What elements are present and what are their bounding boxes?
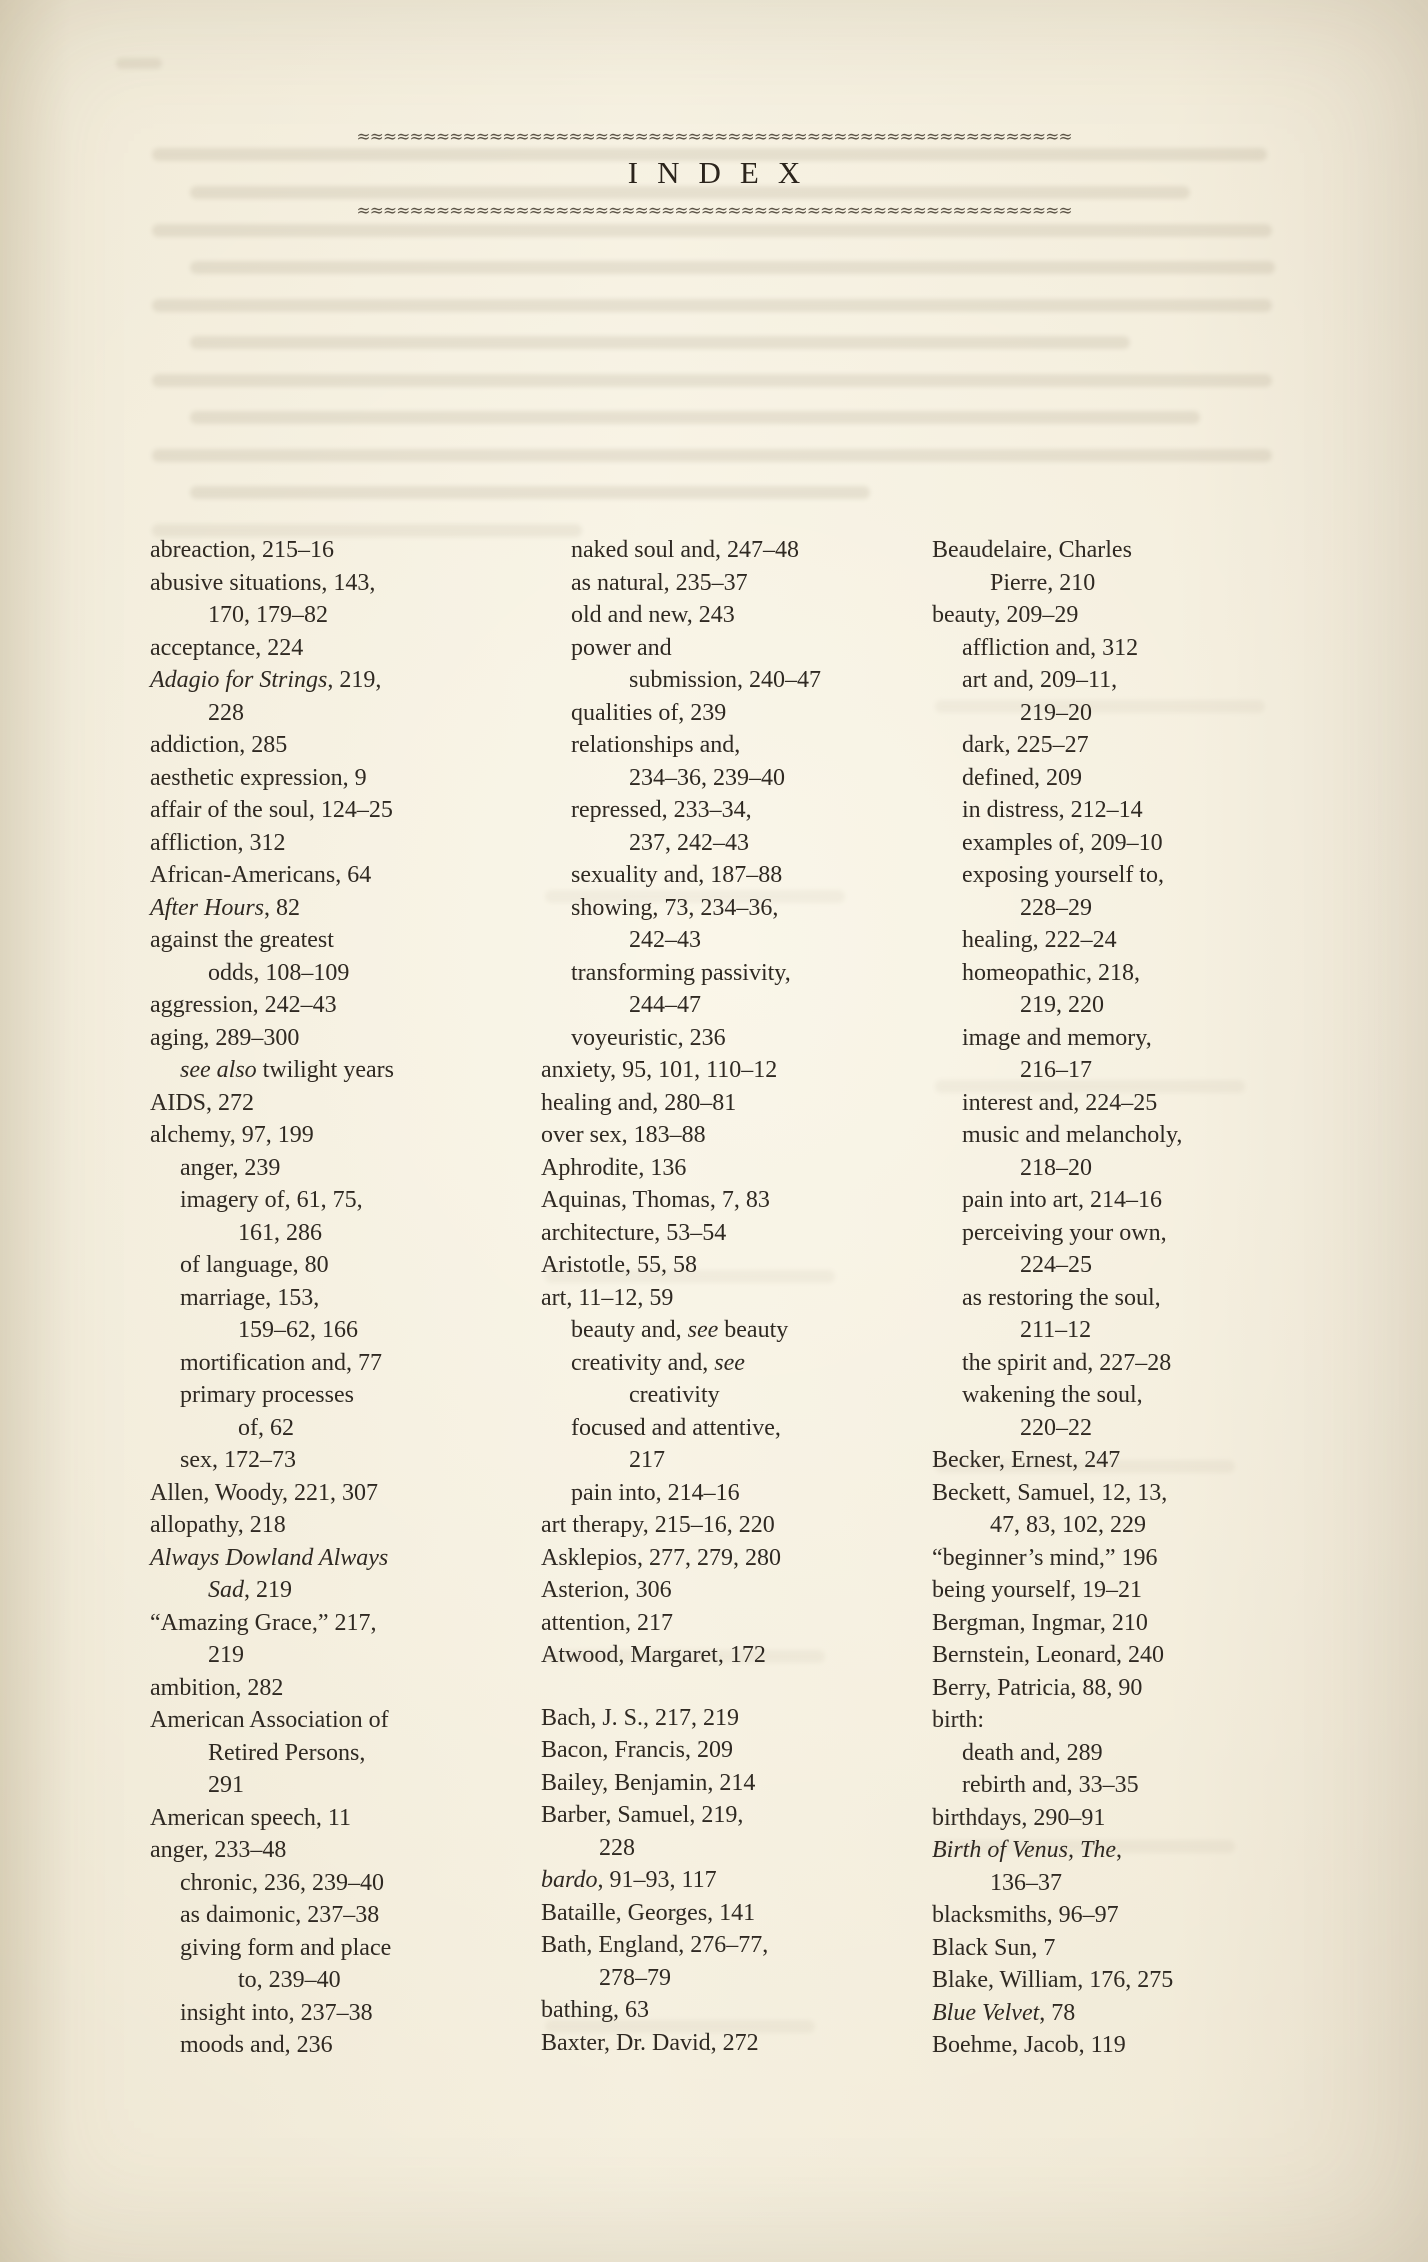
index-entry: [150, 1607, 515, 1672]
bleedthrough-line: [190, 336, 1130, 349]
index-entry: [180, 1867, 515, 1900]
index-entry: [962, 664, 1297, 729]
index-entry: [932, 1834, 1297, 1899]
index-entry-text: anxiety, 95, 101, 110–12: [541, 1057, 778, 1083]
index-entry-text: voyeuristic, 236: [571, 1024, 726, 1051]
index-entry: [962, 1282, 1297, 1347]
index-entry: [541, 1054, 906, 1087]
index-entry: [571, 534, 906, 567]
bleedthrough-line: [190, 261, 1275, 274]
index-entry-text: abreaction, 215–16: [150, 537, 334, 563]
index-entry: [541, 1994, 906, 2027]
index-entry-text: Bernstein, Leonard, 240: [932, 1642, 1164, 1668]
index-entry: [541, 1897, 906, 1930]
index-entry: [571, 957, 906, 1022]
index-entry: [932, 1899, 1297, 1932]
index-entry-text: beauty: [718, 1317, 789, 1343]
index-entry: [180, 1444, 515, 1477]
index-entry-text: Bath, England, 276–77,: [541, 1932, 769, 1958]
index-entry-text: exposing yourself to,: [962, 862, 1164, 888]
index-entry-text: Asklepios, 277, 279, 280: [541, 1544, 781, 1571]
bleedthrough-line: [152, 299, 1272, 312]
index-entry-text: as daimonic, 237–38: [180, 1902, 380, 1928]
index-entry-text: , 91–93, 117: [597, 1867, 717, 1893]
index-entry: [932, 1964, 1297, 1997]
bleedthrough-line: [152, 224, 1272, 237]
index-entry: [541, 1799, 906, 1864]
index-entry-text: Asterion, 306: [541, 1577, 672, 1603]
index-entry-text: music and melancholy,: [962, 1122, 1183, 1148]
index-entry-text: affliction and, 312: [962, 634, 1139, 661]
index-entry-text: wakening the soul,: [962, 1382, 1143, 1408]
index-entry: [541, 1249, 906, 1282]
index-entry: [180, 1347, 515, 1380]
index-entry: [150, 1477, 515, 1510]
index-entry: [962, 1769, 1297, 1802]
index-entry: [180, 1997, 515, 2030]
index-entry-text: Retired Persons,: [208, 1739, 366, 1766]
index-entry-text: 234–36, 239–40: [629, 764, 785, 791]
index-entry-text-italic: see: [714, 1349, 745, 1376]
index-entry-text: , 219,: [327, 667, 382, 693]
index-entry-text: Pierre, 210: [990, 569, 1096, 596]
index-entry-text: Beaudelaire, Charles: [932, 537, 1132, 563]
index-entry-text: addiction, 285: [150, 732, 288, 758]
index-entry: [150, 1022, 515, 1055]
index-entry-text: alchemy, 97, 199: [150, 1122, 314, 1148]
index-entry-text: of, 62: [238, 1414, 294, 1441]
index-entry-text: 219, 220: [1020, 992, 1104, 1018]
index-entry-text: creativity and,: [571, 1349, 715, 1376]
index-entry-text: twilight years: [256, 1057, 394, 1083]
index-entry-text: blacksmiths, 96–97: [932, 1902, 1119, 1928]
index-entry-text: power and: [571, 634, 672, 661]
index-entry-text: Beckett, Samuel, 12, 13,: [932, 1479, 1168, 1506]
index-entry-text: 211–12: [1020, 1317, 1092, 1343]
index-entry: [962, 1087, 1297, 1120]
index-entry-text: aggression, 242–43: [150, 992, 337, 1018]
index-entry: [571, 1314, 906, 1347]
index-entry-text: 218–20: [1020, 1154, 1092, 1181]
index-entry: [180, 2029, 515, 2062]
index-entry: [571, 892, 906, 957]
index-entry: [150, 924, 515, 989]
index-entry: [962, 794, 1297, 827]
index-entry: [932, 1639, 1297, 1672]
index-entry-text: Aphrodite, 136: [541, 1154, 687, 1181]
index-entry-text: interest and, 224–25: [962, 1089, 1158, 1116]
index-entry: [571, 697, 906, 730]
index-entry-text: imagery of, 61, 75,: [180, 1187, 363, 1213]
index-entry-text: Aquinas, Thomas, 7, 83: [541, 1187, 770, 1213]
index-entry-text: qualities of, 239: [571, 699, 727, 726]
page-title: INDEX: [627, 155, 820, 190]
index-entry: [932, 1997, 1297, 2030]
index-entry-text: the spirit and, 227–28: [962, 1349, 1172, 1376]
index-entry-text: birthdays, 290–91: [932, 1804, 1106, 1831]
index-entry-text: 216–17: [1020, 1057, 1092, 1083]
index-entry-text: 47, 83, 102, 229: [990, 1512, 1146, 1538]
index-entry: [180, 1152, 515, 1185]
index-entry-text: in distress, 212–14: [962, 797, 1143, 823]
index-entry-text: chronic, 236, 239–40: [180, 1869, 384, 1896]
index-entry: [180, 1379, 515, 1444]
index-entry-text: dark, 225–27: [962, 732, 1089, 758]
index-entry: [541, 1607, 906, 1640]
index-entry: [932, 1932, 1297, 1965]
index-entry: [541, 1119, 906, 1152]
index-entry: [962, 1022, 1297, 1087]
index-entry-text-italic: After Hours: [150, 894, 264, 921]
index-entry-text: acceptance, 224: [150, 634, 304, 661]
index-entry-text: art therapy, 215–16, 220: [541, 1512, 775, 1538]
index-entry-text: beauty and,: [571, 1317, 688, 1343]
index-entry-text: 237, 242–43: [629, 829, 749, 856]
index-entry: [180, 1184, 515, 1249]
index-entry-text: affair of the soul, 124–25: [150, 797, 393, 823]
index-entry: [932, 1477, 1297, 1542]
index-entry: [571, 1347, 906, 1412]
bleedthrough-line: [190, 486, 870, 499]
index-entry: [150, 989, 515, 1022]
index-entry: [541, 1509, 906, 1542]
squiggle-rule-top: ≈≈≈≈≈≈≈≈≈≈≈≈≈≈≈≈≈≈≈≈≈≈≈≈≈≈≈≈≈≈≈≈≈≈≈≈≈≈≈≈≈≈≈≈≈≈≈≈≈≈≈≈≈≈: [356, 128, 1072, 146]
index-header: [0, 128, 1428, 220]
index-entry: [932, 1542, 1297, 1575]
index-entry-text: Aristotle, 55, 58: [541, 1252, 697, 1278]
index-entry: [180, 1899, 515, 1932]
index-entry-text: African-Americans, 64: [150, 862, 372, 888]
index-entry: [541, 1702, 906, 1735]
index-entry: [150, 827, 515, 860]
index-entry-text: anger, 239: [180, 1154, 281, 1181]
index-entry-text: sex, 172–73: [180, 1447, 296, 1473]
index-entry-text: ambition, 282: [150, 1674, 284, 1701]
index-entry: [541, 1087, 906, 1120]
index-entry: [150, 729, 515, 762]
index-entry: [150, 1119, 515, 1152]
index-entry-text: to, 239–40: [238, 1967, 341, 1993]
index-entry-text: healing, 222–24: [962, 927, 1117, 953]
bleedthrough-line: [152, 374, 1272, 387]
index-entry: [962, 859, 1297, 924]
index-entry: [180, 1054, 515, 1087]
index-entry-text: showing, 73, 234–36,: [571, 894, 779, 921]
index-entry-text: 220–22: [1020, 1414, 1092, 1441]
index-entry-text: relationships and,: [571, 732, 741, 758]
index-entry-text: transforming passivity,: [571, 959, 791, 986]
index-entry: [571, 599, 906, 632]
index-entry-text: art, 11–12, 59: [541, 1284, 674, 1311]
index-entry-text: Berry, Patricia, 88, 90: [932, 1674, 1143, 1701]
index-entry: [541, 1574, 906, 1607]
index-entry-text: as natural, 235–37: [571, 569, 748, 596]
index-entry-text: 170, 179–82: [208, 602, 328, 628]
index-entry-text: 291: [208, 1772, 244, 1798]
index-entry: [541, 1929, 906, 1994]
index-entry: [150, 1802, 515, 1835]
index-entry-text: Bach, J. S., 217, 219: [541, 1704, 739, 1731]
index-entry-text: art and, 209–11,: [962, 667, 1118, 693]
index-entry: [180, 1282, 515, 1347]
index-entry-text: “beginner’s mind,” 196: [932, 1544, 1158, 1571]
index-entry-text: examples of, 209–10: [962, 829, 1163, 856]
index-entry: [150, 762, 515, 795]
index-entry: [541, 1217, 906, 1250]
index-entry-text: allopathy, 218: [150, 1512, 286, 1538]
index-entry: [932, 1607, 1297, 1640]
index-entry-text: American Association of: [150, 1707, 389, 1733]
index-entry-text: 224–25: [1020, 1252, 1092, 1278]
index-entry: [571, 632, 906, 697]
index-entry-text: Bergman, Ingmar, 210: [932, 1609, 1148, 1636]
index-entry-text: naked soul and, 247–48: [571, 537, 799, 563]
index-entry-text: Allen, Woody, 221, 307: [150, 1479, 379, 1506]
index-entry-text: , 82: [264, 894, 300, 921]
index-entry-text: aging, 289–300: [150, 1024, 300, 1051]
index-entry-text: death and, 289: [962, 1739, 1103, 1766]
index-entry-text: focused and attentive,: [571, 1414, 781, 1441]
index-entry-text: insight into, 237–38: [180, 1999, 373, 2026]
index-entry: [150, 1542, 515, 1607]
index-entry: [962, 1184, 1297, 1217]
index-entry-text: of language, 80: [180, 1252, 329, 1278]
index-entry-text: old and new, 243: [571, 602, 735, 628]
index-entry: [150, 859, 515, 892]
index-entry: [962, 1347, 1297, 1380]
index-entry-text-italic: Sad: [208, 1577, 244, 1603]
index-entry-text-italic: Blue Velvet: [932, 1999, 1040, 2026]
index-entry: [962, 1379, 1297, 1444]
index-entry-text: 228: [208, 699, 244, 726]
index-entry-text: 242–43: [629, 927, 701, 953]
index-entry: [932, 2029, 1297, 2062]
index-entry-text: 217: [629, 1447, 665, 1473]
index-entry: [150, 794, 515, 827]
index-entry: [932, 1672, 1297, 1705]
index-entry-text: homeopathic, 218,: [962, 959, 1140, 986]
index-entry: [571, 1477, 906, 1510]
index-entry: [541, 1639, 906, 1672]
index-entry-text: birth:: [932, 1707, 984, 1733]
index-entry-text: Black Sun, 7: [932, 1934, 1056, 1961]
index-entry-text-italic: Adagio for Strings: [150, 667, 328, 693]
index-entry: [962, 957, 1297, 1022]
index-entry: [571, 1022, 906, 1055]
index-entry-text: against the greatest: [150, 927, 334, 953]
index-entry-text: 228–29: [1020, 894, 1092, 921]
index-entry-text: as restoring the soul,: [962, 1284, 1161, 1311]
index-entry-text: healing and, 280–81: [541, 1089, 737, 1116]
index-entry-text: attention, 217: [541, 1609, 673, 1636]
index-entry-text-italic: bardo: [541, 1867, 598, 1893]
index-entry: [541, 1184, 906, 1217]
bleedthrough-line: [190, 411, 1200, 424]
index-entry: [150, 664, 515, 729]
index-entry: [932, 599, 1297, 632]
index-column-3: [932, 534, 1297, 2062]
index-entry: [541, 2027, 906, 2060]
index-entry: [541, 1864, 906, 1897]
index-entry-text: Bailey, Benjamin, 214: [541, 1769, 756, 1796]
index-entry-text: pain into, 214–16: [571, 1479, 740, 1506]
index-entry-text: 136–37: [990, 1869, 1062, 1896]
index-entry-text-italic: see also: [180, 1057, 257, 1083]
index-entry: [932, 1574, 1297, 1607]
index-entry-text: aesthetic expression, 9: [150, 764, 367, 791]
index-entry-text: mortification and, 77: [180, 1349, 382, 1376]
index-entry: [962, 1737, 1297, 1770]
index-entry-text: being yourself, 19–21: [932, 1577, 1142, 1603]
index-entry-text: odds, 108–109: [208, 959, 350, 986]
index-entry-text: “Amazing Grace,” 217,: [150, 1609, 377, 1636]
index-entry-text: perceiving your own,: [962, 1219, 1167, 1246]
index-entry: [571, 729, 906, 794]
index-entry-text: 278–79: [599, 1964, 671, 1991]
index-entry: [150, 1704, 515, 1802]
index-entry-text-italic: Always Dowland Always: [150, 1544, 389, 1571]
index-entry-text: rebirth and, 33–35: [962, 1772, 1139, 1798]
index-entry-text: over sex, 183–88: [541, 1122, 706, 1148]
index-entry: [150, 632, 515, 665]
index-entry-text: Boehme, Jacob, 119: [932, 2032, 1126, 2058]
index-entry: [962, 1119, 1297, 1184]
index-entry-text: bathing, 63: [541, 1997, 649, 2023]
index-entry-text: ,: [1116, 1837, 1122, 1863]
index-entry-text: Barber, Samuel, 219,: [541, 1802, 744, 1828]
index-entry-text: moods and, 236: [180, 2032, 333, 2058]
index-entry-text: repressed, 233–34,: [571, 797, 752, 823]
index-entry-text: image and memory,: [962, 1024, 1152, 1051]
index-entry-text: 159–62, 166: [238, 1317, 358, 1343]
index-entry: [150, 892, 515, 925]
index-entry: [541, 1542, 906, 1575]
index-entry: [180, 1932, 515, 1997]
index-entry-text: giving form and place: [180, 1934, 392, 1961]
index-entry-text: affliction, 312: [150, 829, 286, 856]
index-entry-text: Blake, William, 176, 275: [932, 1967, 1174, 1993]
index-entry: [180, 1249, 515, 1282]
index-entry: [571, 567, 906, 600]
index-entry-text: Bataille, Georges, 141: [541, 1899, 756, 1926]
index-entry: [150, 567, 515, 632]
index-entry: [962, 632, 1297, 665]
index-entry-text: sexuality and, 187–88: [571, 862, 783, 888]
index-entry-text: 161, 286: [238, 1219, 322, 1246]
index-entry: [932, 1444, 1297, 1477]
index-entry-text: Becker, Ernest, 247: [932, 1447, 1121, 1473]
index-entry: [150, 1672, 515, 1705]
index-entry-text: creativity: [629, 1382, 720, 1408]
index-entry-text: submission, 240–47: [629, 667, 822, 693]
index-entry: [541, 1152, 906, 1185]
index-entry: [571, 1412, 906, 1477]
index-entry-text: pain into art, 214–16: [962, 1187, 1162, 1213]
bleedthrough-line: [152, 449, 1272, 462]
index-entry-text: 244–47: [629, 992, 701, 1018]
index-entry: [541, 1282, 906, 1315]
index-entry: [962, 729, 1297, 762]
squiggle-rule-bottom: ≈≈≈≈≈≈≈≈≈≈≈≈≈≈≈≈≈≈≈≈≈≈≈≈≈≈≈≈≈≈≈≈≈≈≈≈≈≈≈≈≈≈≈≈≈≈≈≈≈≈≈≈≈≈: [356, 202, 1072, 220]
index-entry-text: Baxter, Dr. David, 272: [541, 2029, 759, 2056]
index-entry: [571, 859, 906, 892]
bleedthrough-line: [116, 58, 162, 69]
index-entry-text: marriage, 153,: [180, 1284, 320, 1311]
index-entry-text: anger, 233–48: [150, 1837, 287, 1863]
index-entry-text: , 219: [244, 1577, 292, 1603]
index-entry-text: Bacon, Francis, 209: [541, 1737, 733, 1763]
index-entry-text: Atwood, Margaret, 172: [541, 1642, 766, 1668]
index-body: [150, 534, 1323, 2062]
index-entry-text: , 78: [1039, 1999, 1076, 2026]
index-entry-text: primary processes: [180, 1382, 354, 1408]
index-entry: [962, 762, 1297, 795]
index-column-2: [541, 534, 906, 2062]
index-entry: [541, 1767, 906, 1800]
index-entry: [932, 1704, 1297, 1737]
index-entry-text: AIDS, 272: [150, 1089, 255, 1116]
index-entry: [962, 827, 1297, 860]
index-entry-text: defined, 209: [962, 764, 1082, 791]
index-entry: [150, 534, 515, 567]
index-entry-text: abusive situations, 143,: [150, 569, 376, 596]
index-entry: [932, 534, 1297, 599]
index-entry: [150, 1087, 515, 1120]
index-entry: [932, 1802, 1297, 1835]
index-entry: [571, 794, 906, 859]
index-entry: [962, 1217, 1297, 1282]
index-entry: [150, 1509, 515, 1542]
index-entry-text-italic: Birth of Venus, The: [932, 1837, 1116, 1863]
index-entry: [150, 1834, 515, 1867]
index-entry-text: 219: [208, 1642, 244, 1668]
index-entry-text-italic: see: [687, 1317, 719, 1343]
index-column-1: [150, 534, 515, 2062]
index-entry-text: beauty, 209–29: [932, 602, 1079, 628]
index-entry: [962, 924, 1297, 957]
index-entry-text: 228: [599, 1834, 635, 1861]
index-entry: [541, 1734, 906, 1767]
index-entry-text: 219–20: [1020, 699, 1092, 726]
index-entry-text: architecture, 53–54: [541, 1219, 727, 1246]
index-entry-text: American speech, 11: [150, 1804, 352, 1831]
